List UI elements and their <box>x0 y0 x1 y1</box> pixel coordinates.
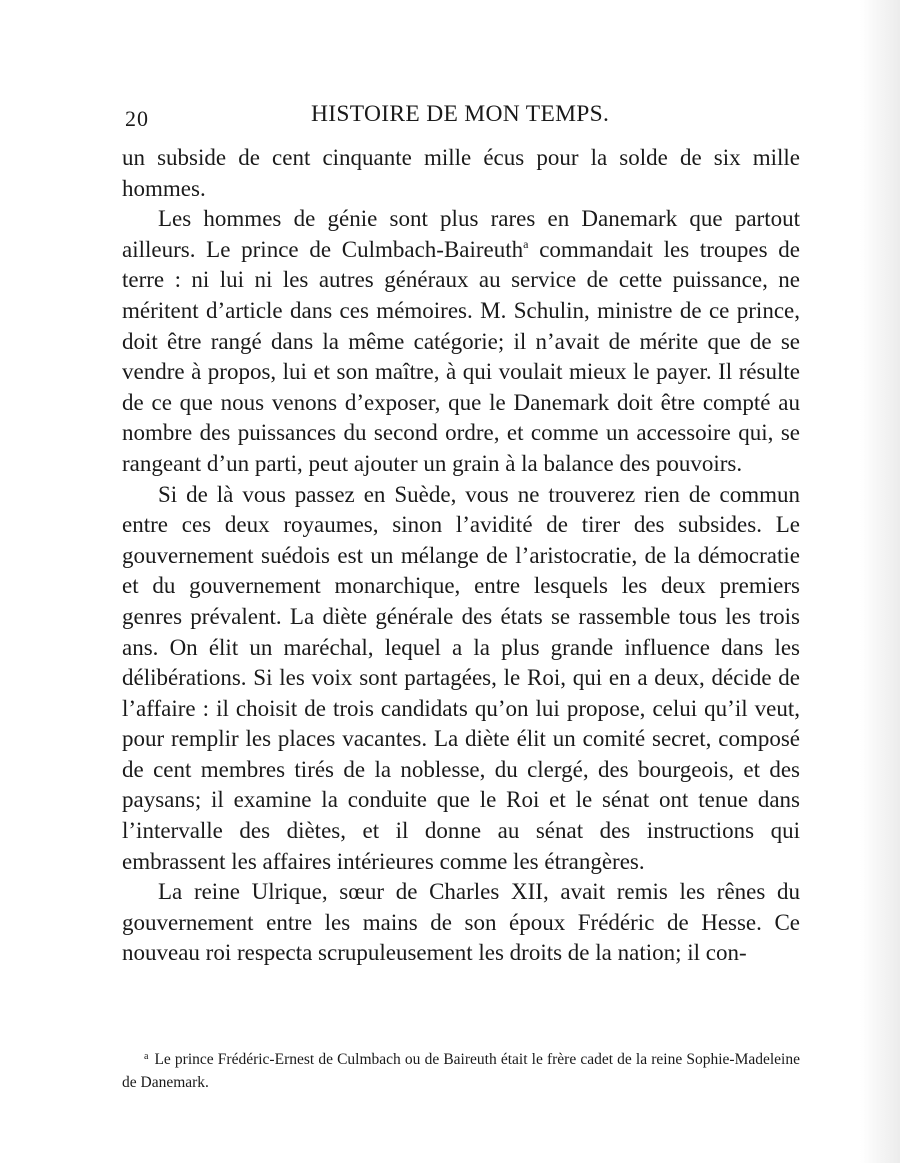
footnote-mark: a <box>144 1051 149 1062</box>
footnote-text: Le prince Frédéric-Ernest de Culmbach ou de Baireuth était le frère cadet de la reine Sophie-Madeleine de Danemark. <box>122 1051 800 1091</box>
paragraph-continued: un subside de cent cinquante mille écus pour la solde de six mille hommes. <box>122 145 800 201</box>
footnote <box>122 1045 800 1094</box>
footnote-reference: a <box>523 236 529 251</box>
running-title: HISTOIRE DE MON TEMPS. <box>311 101 610 127</box>
paragraph-reine-ulrique: La reine Ulrique, sœur de Charles XII, avait remis les rênes du gouvernement entre les mains de son époux Frédéric de Hesse. Ce nouveau roi respecta scrupuleusement les droits de la nation; il con- <box>122 879 800 966</box>
main-text <box>122 143 800 969</box>
page-number: 20 <box>125 106 149 131</box>
paragraph-text: commandait les troupes de terre : ni lui ni les autres généraux au service de cette puissance, ne méritent d’article dans ces mémoires. M. Schulin, ministre de ce prince, doit être rangé dans la même catégorie; il n’avait de mérite que de se vendre à propos, lui et son maître, à qui voulait mieux le payer. Il résulte de ce que nous venons d’exposer, que le Danemark doit être compté au nombre des puissances du second ordre, et comme un accessoire qui, se rangeant d’un parti, peut ajouter un grain à la balance des pouvoirs. <box>122 236 801 476</box>
paragraph-text: Les hommes de génie sont plus rares en Danemark que partout ailleurs. Le prince de Culmbach-Baireuth <box>122 206 800 262</box>
paragraph-suede: Si de là vous passez en Suède, vous ne trouverez rien de commun entre ces deux royaumes, sinon l’avidité de tirer des subsides. Le gouvernement suédois est un mélange de l’aristocratie, de la démocratie et du gouvernement monarchique, entre lesquels les deux premiers genres prévalent. La diète générale des états se rassemble tous les trois ans. On élit un maréchal, lequel a la plus grande influence dans les délibérations. Si les voix sont partagées, le Roi, qui en a deux, décide de l’affaire : il choisit de trois candidats qu’on lui propose, celui qu’il veut, pour remplir les places vacantes. La diète élit un comité secret, composé de cent membres tirés de la noblesse, du clergé, des bourgeois, et des paysans; il examine la conduite que le Roi et le sénat ont tenue dans l’intervalle des diètes, et il donne au sénat des instructions qui embrassent les affaires intérieures comme les étrangères. <box>122 481 800 874</box>
page-edge-shading <box>860 0 900 1163</box>
paragraph-danemark <box>122 204 800 479</box>
